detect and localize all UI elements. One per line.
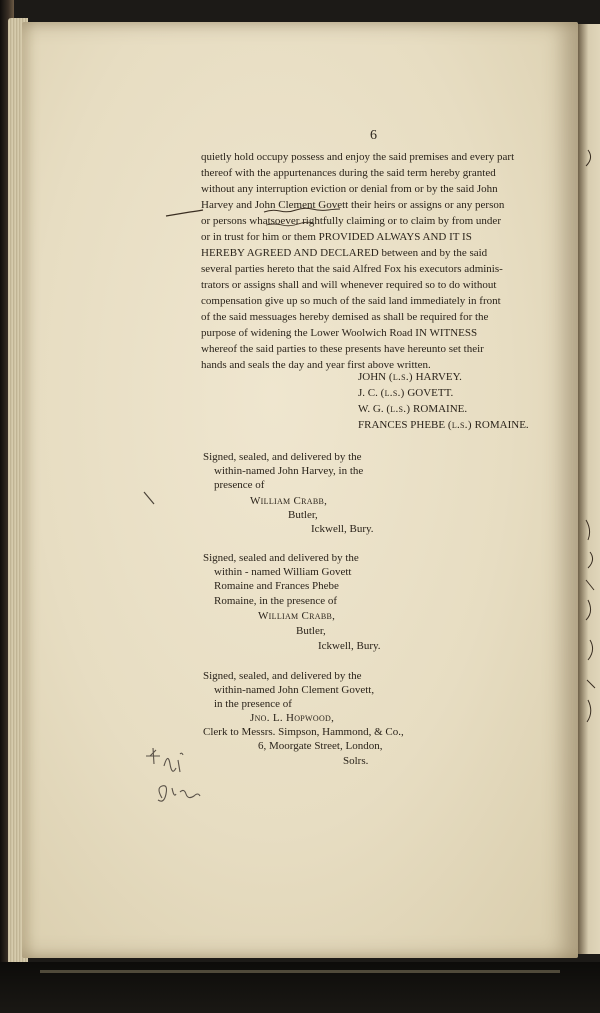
attest-line: within-named John Clement Govett, [214, 684, 375, 696]
body-line: compensation give up so much of the said land immediately in front [201, 295, 501, 307]
seal-name: ROMAINE. [413, 403, 468, 415]
facing-page-handwriting [582, 0, 600, 1013]
seal-line [358, 371, 462, 383]
seal-prefix: JOHN [358, 371, 387, 383]
witness-address: 6, Moorgate Street, London, [258, 740, 383, 752]
body-line: quietly hold occupy possess and enjoy the said premises and every part [201, 151, 515, 163]
seal-line [358, 403, 467, 415]
seal-line [358, 387, 453, 399]
witness-name: William Crabb, [258, 610, 336, 622]
body-line: HEREBY AGREED AND DECLARED between and by the said [201, 247, 488, 259]
attest-line: Signed, sealed, and delivered by the [203, 451, 362, 463]
attest-line: within-named John Harvey, in the [214, 465, 364, 477]
handwritten-underline-marks [262, 198, 342, 228]
attest-line: within - named William Govett [214, 566, 352, 578]
body-line: trators or assigns shall and will whenever required so to do without [201, 279, 497, 291]
body-line: or in trust for him or them PROVIDED ALWAYS AND IT IS [201, 231, 472, 243]
body-line: Harvey and John Clement Govett their heirs or assigns or any person [201, 199, 505, 211]
body-line: of the said messuages hereby demised as shall be required for the [201, 311, 489, 323]
body-line: hands and seals the day and year first above written. [201, 359, 431, 371]
page-number: 6 [370, 128, 377, 143]
attest-line: Romaine, in the presence of [214, 595, 338, 607]
body-line: thereof with the appurtenances during the said term hereby granted [201, 167, 496, 179]
clerk-line: Clerk to Messrs. Simpson, Hammond, & Co., [203, 726, 404, 738]
seal-prefix: W. G. [358, 403, 384, 415]
witness-name: Jno. L. Hopwood, [250, 712, 335, 724]
body-line: whereof the said parties to these presents have hereunto set their [201, 343, 484, 355]
seal-line [358, 419, 529, 431]
attest-line: Signed, sealed and delivered by the [203, 552, 359, 564]
witness-address: Ickwell, Bury. [318, 640, 381, 652]
seal-name: GOVETT. [407, 387, 454, 399]
seal-prefix: FRANCES PHEBE [358, 419, 446, 431]
body-line: without any interruption eviction or denial from or by the said John [201, 183, 498, 195]
seal-name: HARVEY. [415, 371, 462, 383]
witness-address: Ickwell, Bury. [311, 523, 374, 535]
seal-name: ROMAINE. [474, 419, 529, 431]
margin-pen-mark [164, 206, 204, 220]
attest-line: presence of [214, 479, 265, 491]
solicitors-label: Solrs. [343, 755, 369, 767]
seal-ls: (l.s.) [380, 387, 405, 399]
pencil-tick [142, 490, 156, 506]
body-line: or persons whatsoever rightfully claiming or to claim by from under [201, 215, 501, 227]
seal-prefix: J. C. [358, 387, 378, 399]
attest-line: in the presence of [214, 698, 292, 710]
witness-occupation: Butler, [288, 509, 318, 521]
attest-line: Signed, sealed, and delivered by the [203, 670, 362, 682]
seal-ls: (l.s.) [447, 419, 472, 431]
seal-ls: (l.s.) [386, 403, 411, 415]
witness-name: William Crabb, [250, 495, 328, 507]
body-line: several parties hereto that the said Alfred Fox his executors adminis- [201, 263, 503, 275]
bottom-dark-band [0, 962, 600, 1013]
witness-occupation: Butler, [296, 625, 326, 637]
pencil-annotation [140, 742, 210, 812]
body-line: purpose of widening the Lower Woolwich Road IN WITNESS [201, 327, 478, 339]
seal-ls: (l.s.) [388, 371, 413, 383]
attest-line: Romaine and Frances Phebe [214, 580, 339, 592]
